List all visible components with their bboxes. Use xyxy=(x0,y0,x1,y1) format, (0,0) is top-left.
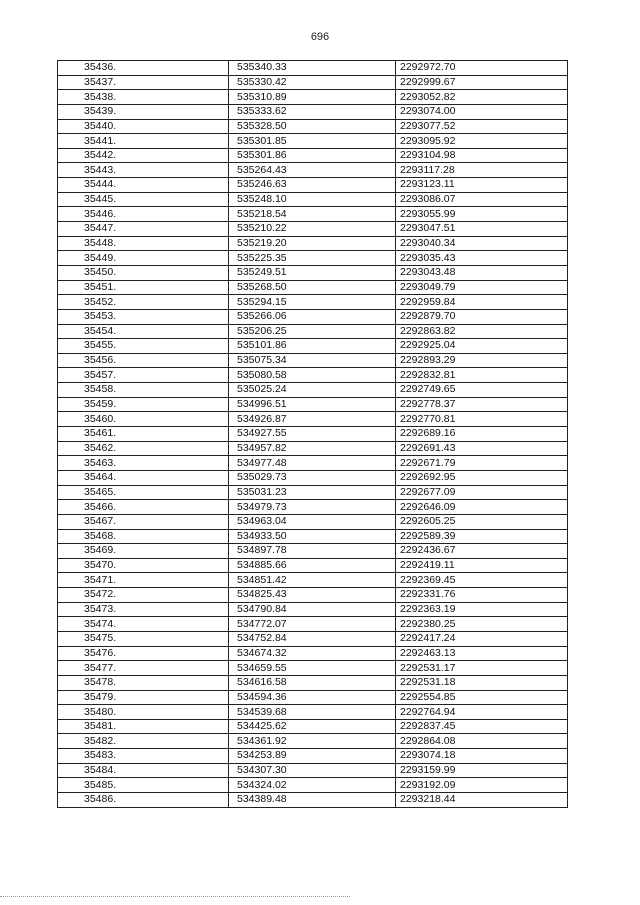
table-row xyxy=(58,324,568,339)
x-coordinate-cell: 535266.06 xyxy=(229,309,396,324)
table-row xyxy=(58,368,568,383)
point-number-cell: 35444. xyxy=(58,178,229,193)
table-row xyxy=(58,558,568,573)
x-coordinate-cell: 535330.42 xyxy=(229,75,396,90)
y-coordinate-cell: 2293040.34 xyxy=(396,236,568,251)
table-row xyxy=(58,295,568,310)
x-coordinate-cell: 535301.85 xyxy=(229,134,396,149)
y-coordinate-cell: 2292605.25 xyxy=(396,514,568,529)
y-coordinate-cell: 2292864.08 xyxy=(396,734,568,749)
x-coordinate-cell: 535025.24 xyxy=(229,383,396,398)
y-coordinate-cell: 2293047.51 xyxy=(396,222,568,237)
table-row xyxy=(58,705,568,720)
point-number-cell: 35438. xyxy=(58,90,229,105)
x-coordinate-cell: 534957.82 xyxy=(229,441,396,456)
point-number-cell: 35447. xyxy=(58,222,229,237)
x-coordinate-cell: 535101.86 xyxy=(229,339,396,354)
x-coordinate-cell: 534977.48 xyxy=(229,456,396,471)
y-coordinate-cell: 2293095.92 xyxy=(396,134,568,149)
y-coordinate-cell: 2292331.76 xyxy=(396,588,568,603)
x-coordinate-cell: 534897.78 xyxy=(229,544,396,559)
point-number-cell: 35445. xyxy=(58,192,229,207)
table-row xyxy=(58,163,568,178)
table-row xyxy=(58,631,568,646)
y-coordinate-cell: 2292531.18 xyxy=(396,675,568,690)
y-coordinate-cell: 2293077.52 xyxy=(396,119,568,134)
point-number-cell: 35464. xyxy=(58,470,229,485)
table-row xyxy=(58,75,568,90)
x-coordinate-cell: 534674.32 xyxy=(229,646,396,661)
y-coordinate-cell: 2292832.81 xyxy=(396,368,568,383)
x-coordinate-cell: 534389.48 xyxy=(229,793,396,808)
point-number-cell: 35485. xyxy=(58,778,229,793)
table-row xyxy=(58,441,568,456)
x-coordinate-cell: 535029.73 xyxy=(229,470,396,485)
y-coordinate-cell: 2292691.43 xyxy=(396,441,568,456)
point-number-cell: 35446. xyxy=(58,207,229,222)
x-coordinate-cell: 535340.33 xyxy=(229,61,396,76)
x-coordinate-cell: 535249.51 xyxy=(229,265,396,280)
table-row xyxy=(58,749,568,764)
table-row xyxy=(58,236,568,251)
point-number-cell: 35469. xyxy=(58,544,229,559)
point-number-cell: 35486. xyxy=(58,793,229,808)
table-row xyxy=(58,544,568,559)
table-row xyxy=(58,90,568,105)
point-number-cell: 35459. xyxy=(58,397,229,412)
x-coordinate-cell: 534772.07 xyxy=(229,617,396,632)
x-coordinate-cell: 535218.54 xyxy=(229,207,396,222)
table-row xyxy=(58,427,568,442)
table-row xyxy=(58,646,568,661)
x-coordinate-cell: 535031.23 xyxy=(229,485,396,500)
x-coordinate-cell: 535268.50 xyxy=(229,280,396,295)
point-number-cell: 35462. xyxy=(58,441,229,456)
point-number-cell: 35449. xyxy=(58,251,229,266)
point-number-cell: 35480. xyxy=(58,705,229,720)
x-coordinate-cell: 535206.25 xyxy=(229,324,396,339)
point-number-cell: 35482. xyxy=(58,734,229,749)
x-coordinate-cell: 535075.34 xyxy=(229,353,396,368)
table-row xyxy=(58,500,568,515)
point-number-cell: 35478. xyxy=(58,675,229,690)
table-row xyxy=(58,485,568,500)
x-coordinate-cell: 534253.89 xyxy=(229,749,396,764)
x-coordinate-cell: 535219.20 xyxy=(229,236,396,251)
point-number-cell: 35467. xyxy=(58,514,229,529)
y-coordinate-cell: 2292972.70 xyxy=(396,61,568,76)
y-coordinate-cell: 2293049.79 xyxy=(396,280,568,295)
y-coordinate-cell: 2292646.09 xyxy=(396,500,568,515)
table-row xyxy=(58,778,568,793)
y-coordinate-cell: 2293052.82 xyxy=(396,90,568,105)
table-row xyxy=(58,675,568,690)
y-coordinate-cell: 2292689.16 xyxy=(396,427,568,442)
y-coordinate-cell: 2292463.13 xyxy=(396,646,568,661)
point-number-cell: 35450. xyxy=(58,265,229,280)
page-number: 696 xyxy=(310,31,330,43)
x-coordinate-cell: 535264.43 xyxy=(229,163,396,178)
table-row xyxy=(58,61,568,76)
table-row xyxy=(58,588,568,603)
x-coordinate-cell: 534425.62 xyxy=(229,719,396,734)
y-coordinate-cell: 2292436.67 xyxy=(396,544,568,559)
table-row xyxy=(58,353,568,368)
point-number-cell: 35471. xyxy=(58,573,229,588)
y-coordinate-cell: 2293074.00 xyxy=(396,104,568,119)
x-coordinate-cell: 534307.30 xyxy=(229,763,396,778)
table-row xyxy=(58,412,568,427)
y-coordinate-cell: 2292837.45 xyxy=(396,719,568,734)
table-row xyxy=(58,251,568,266)
y-coordinate-cell: 2293159.99 xyxy=(396,763,568,778)
y-coordinate-cell: 2292677.09 xyxy=(396,485,568,500)
point-number-cell: 35443. xyxy=(58,163,229,178)
y-coordinate-cell: 2292671.79 xyxy=(396,456,568,471)
x-coordinate-cell: 534825.43 xyxy=(229,588,396,603)
point-number-cell: 35479. xyxy=(58,690,229,705)
table-row xyxy=(58,661,568,676)
point-number-cell: 35456. xyxy=(58,353,229,368)
table-row xyxy=(58,280,568,295)
table-row xyxy=(58,309,568,324)
table-row xyxy=(58,456,568,471)
table-row xyxy=(58,339,568,354)
x-coordinate-cell: 534752.84 xyxy=(229,631,396,646)
x-coordinate-cell: 534885.66 xyxy=(229,558,396,573)
y-coordinate-cell: 2293035.43 xyxy=(396,251,568,266)
table-row xyxy=(58,134,568,149)
table-row xyxy=(58,104,568,119)
point-number-cell: 35439. xyxy=(58,104,229,119)
point-number-cell: 35484. xyxy=(58,763,229,778)
table-row xyxy=(58,207,568,222)
y-coordinate-cell: 2292764.94 xyxy=(396,705,568,720)
point-number-cell: 35441. xyxy=(58,134,229,149)
y-coordinate-cell: 2292692.95 xyxy=(396,470,568,485)
x-coordinate-cell: 535333.62 xyxy=(229,104,396,119)
y-coordinate-cell: 2292778.37 xyxy=(396,397,568,412)
x-coordinate-cell: 535080.58 xyxy=(229,368,396,383)
point-number-cell: 35442. xyxy=(58,148,229,163)
y-coordinate-cell: 2293055.99 xyxy=(396,207,568,222)
y-coordinate-cell: 2292369.45 xyxy=(396,573,568,588)
point-number-cell: 35481. xyxy=(58,719,229,734)
x-coordinate-cell: 535328.50 xyxy=(229,119,396,134)
x-coordinate-cell: 534790.84 xyxy=(229,602,396,617)
x-coordinate-cell: 534979.73 xyxy=(229,500,396,515)
y-coordinate-cell: 2292959.84 xyxy=(396,295,568,310)
x-coordinate-cell: 535248.10 xyxy=(229,192,396,207)
point-number-cell: 35472. xyxy=(58,588,229,603)
table-row xyxy=(58,265,568,280)
point-number-cell: 35468. xyxy=(58,529,229,544)
y-coordinate-cell: 2292863.82 xyxy=(396,324,568,339)
point-number-cell: 35440. xyxy=(58,119,229,134)
y-coordinate-cell: 2293043.48 xyxy=(396,265,568,280)
table-row xyxy=(58,514,568,529)
y-coordinate-cell: 2292770.81 xyxy=(396,412,568,427)
x-coordinate-cell: 534927.55 xyxy=(229,427,396,442)
point-number-cell: 35470. xyxy=(58,558,229,573)
table-row xyxy=(58,602,568,617)
y-coordinate-cell: 2292531.17 xyxy=(396,661,568,676)
y-coordinate-cell: 2293104.98 xyxy=(396,148,568,163)
x-coordinate-cell: 534539.68 xyxy=(229,705,396,720)
x-coordinate-cell: 534926.87 xyxy=(229,412,396,427)
x-coordinate-cell: 535310.89 xyxy=(229,90,396,105)
y-coordinate-cell: 2292380.25 xyxy=(396,617,568,632)
x-coordinate-cell: 534361.92 xyxy=(229,734,396,749)
y-coordinate-cell: 2293117.28 xyxy=(396,163,568,178)
table-row xyxy=(58,734,568,749)
table-row xyxy=(58,222,568,237)
table-row xyxy=(58,119,568,134)
table-row xyxy=(58,397,568,412)
point-number-cell: 35466. xyxy=(58,500,229,515)
y-coordinate-cell: 2293192.09 xyxy=(396,778,568,793)
point-number-cell: 35483. xyxy=(58,749,229,764)
x-coordinate-cell: 534616.58 xyxy=(229,675,396,690)
x-coordinate-cell: 534594.36 xyxy=(229,690,396,705)
x-coordinate-cell: 535246.63 xyxy=(229,178,396,193)
y-coordinate-cell: 2293086.07 xyxy=(396,192,568,207)
y-coordinate-cell: 2293123.11 xyxy=(396,178,568,193)
y-coordinate-cell: 2293218.44 xyxy=(396,793,568,808)
y-coordinate-cell: 2292749.65 xyxy=(396,383,568,398)
table-row xyxy=(58,470,568,485)
point-number-cell: 35451. xyxy=(58,280,229,295)
y-coordinate-cell: 2293074.18 xyxy=(396,749,568,764)
table-row xyxy=(58,763,568,778)
x-coordinate-cell: 535225.35 xyxy=(229,251,396,266)
table-row xyxy=(58,148,568,163)
table-row xyxy=(58,719,568,734)
point-number-cell: 35460. xyxy=(58,412,229,427)
table-row xyxy=(58,529,568,544)
x-coordinate-cell: 534933.50 xyxy=(229,529,396,544)
y-coordinate-cell: 2292363.19 xyxy=(396,602,568,617)
y-coordinate-cell: 2292999.67 xyxy=(396,75,568,90)
point-number-cell: 35437. xyxy=(58,75,229,90)
point-number-cell: 35477. xyxy=(58,661,229,676)
y-coordinate-cell: 2292893.29 xyxy=(396,353,568,368)
table-row xyxy=(58,383,568,398)
y-coordinate-cell: 2292925.04 xyxy=(396,339,568,354)
y-coordinate-cell: 2292419.11 xyxy=(396,558,568,573)
point-number-cell: 35454. xyxy=(58,324,229,339)
x-coordinate-cell: 535294.15 xyxy=(229,295,396,310)
table-row xyxy=(58,617,568,632)
point-number-cell: 35473. xyxy=(58,602,229,617)
coordinates-table-body xyxy=(58,61,568,808)
table-row xyxy=(58,690,568,705)
point-number-cell: 35461. xyxy=(58,427,229,442)
coordinates-table xyxy=(57,60,568,808)
y-coordinate-cell: 2292879.70 xyxy=(396,309,568,324)
point-number-cell: 35436. xyxy=(58,61,229,76)
point-number-cell: 35463. xyxy=(58,456,229,471)
x-coordinate-cell: 534851.42 xyxy=(229,573,396,588)
table-row xyxy=(58,793,568,808)
x-coordinate-cell: 534324.02 xyxy=(229,778,396,793)
point-number-cell: 35452. xyxy=(58,295,229,310)
footer-divider xyxy=(0,896,350,897)
point-number-cell: 35474. xyxy=(58,617,229,632)
point-number-cell: 35465. xyxy=(58,485,229,500)
point-number-cell: 35448. xyxy=(58,236,229,251)
point-number-cell: 35475. xyxy=(58,631,229,646)
x-coordinate-cell: 535210.22 xyxy=(229,222,396,237)
x-coordinate-cell: 535301.86 xyxy=(229,148,396,163)
y-coordinate-cell: 2292589.39 xyxy=(396,529,568,544)
y-coordinate-cell: 2292417.24 xyxy=(396,631,568,646)
y-coordinate-cell: 2292554.85 xyxy=(396,690,568,705)
table-row xyxy=(58,192,568,207)
x-coordinate-cell: 534996.51 xyxy=(229,397,396,412)
table-row xyxy=(58,573,568,588)
point-number-cell: 35455. xyxy=(58,339,229,354)
x-coordinate-cell: 534659.55 xyxy=(229,661,396,676)
point-number-cell: 35457. xyxy=(58,368,229,383)
point-number-cell: 35476. xyxy=(58,646,229,661)
x-coordinate-cell: 534963.04 xyxy=(229,514,396,529)
table-row xyxy=(58,178,568,193)
point-number-cell: 35453. xyxy=(58,309,229,324)
point-number-cell: 35458. xyxy=(58,383,229,398)
